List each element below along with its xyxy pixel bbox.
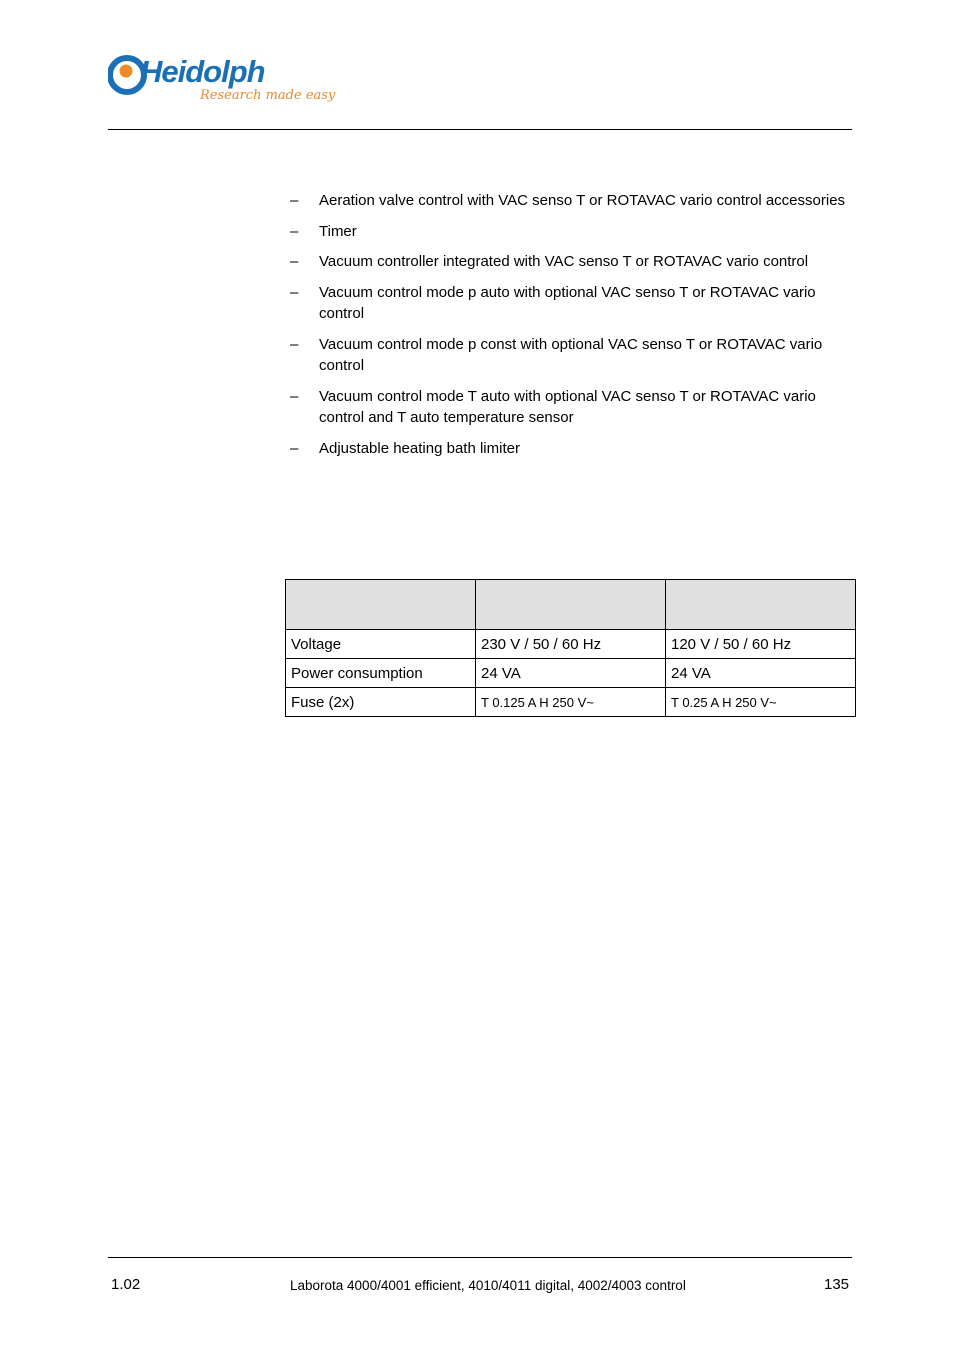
table-cell: T 0.25 A H 250 V~	[666, 688, 856, 717]
table-cell: Fuse (2x)	[286, 688, 476, 717]
table-row	[286, 659, 856, 688]
footer-page-number: 135	[824, 1276, 850, 1293]
bullet-dash: –	[290, 253, 299, 270]
feature-text: Vacuum control mode p auto with optional VAC senso T or ROTAVAC vario control	[319, 283, 816, 322]
table-cell: 24 VA	[476, 659, 666, 688]
footer-divider	[108, 1257, 852, 1258]
feature-item	[290, 221, 860, 243]
bullet-dash: –	[290, 335, 299, 353]
header-divider	[108, 129, 852, 130]
feature-text: Timer	[319, 222, 357, 240]
table-cell: 230 V / 50 / 60 Hz	[476, 630, 666, 659]
feature-list	[290, 190, 860, 468]
bullet-dash: –	[290, 387, 299, 405]
table-cell: Voltage	[286, 630, 476, 659]
heidolph-logo	[108, 50, 336, 112]
table-header-row	[286, 580, 856, 630]
specs-table	[285, 579, 856, 717]
feature-item	[290, 386, 860, 429]
table-header-cell	[476, 580, 666, 630]
bullet-dash: –	[290, 283, 299, 301]
bullet-dash: –	[290, 439, 299, 457]
table-cell: 120 V / 50 / 60 Hz	[666, 630, 856, 659]
feature-item	[290, 251, 860, 273]
logo-tagline: Research made easy	[200, 88, 336, 103]
footer-document-title: Laborota 4000/4001 efficient, 4010/4011 digital, 4002/4003 control	[290, 1278, 686, 1293]
feature-text: Aeration valve control with VAC senso T or ROTAVAC vario control accessories	[319, 192, 846, 209]
footer-version: 1.02	[111, 1276, 141, 1293]
feature-text: Vacuum controller integrated with VAC senso T or ROTAVAC vario control	[319, 253, 809, 270]
feature-text: Adjustable heating bath limiter	[319, 439, 520, 457]
feature-item	[290, 438, 860, 460]
feature-text: Vacuum control mode T auto with optional VAC senso T or ROTAVAC vario control and T auto temperature sensor	[319, 387, 816, 426]
bullet-dash: –	[290, 222, 299, 240]
table-row	[286, 630, 856, 659]
feature-item	[290, 334, 860, 377]
bullet-dash: –	[290, 192, 299, 209]
table-row	[286, 688, 856, 717]
table-cell: 24 VA	[666, 659, 856, 688]
feature-item	[290, 282, 860, 325]
table-header-cell	[286, 580, 476, 630]
table-cell: T 0.125 A H 250 V~	[476, 688, 666, 717]
feature-item	[290, 190, 860, 212]
table-cell: Power consumption	[286, 659, 476, 688]
feature-text: Vacuum control mode p const with optional VAC senso T or ROTAVAC vario control	[319, 335, 823, 374]
logo-wordmark: Heidolph	[140, 54, 265, 89]
table-header-cell	[666, 580, 856, 630]
